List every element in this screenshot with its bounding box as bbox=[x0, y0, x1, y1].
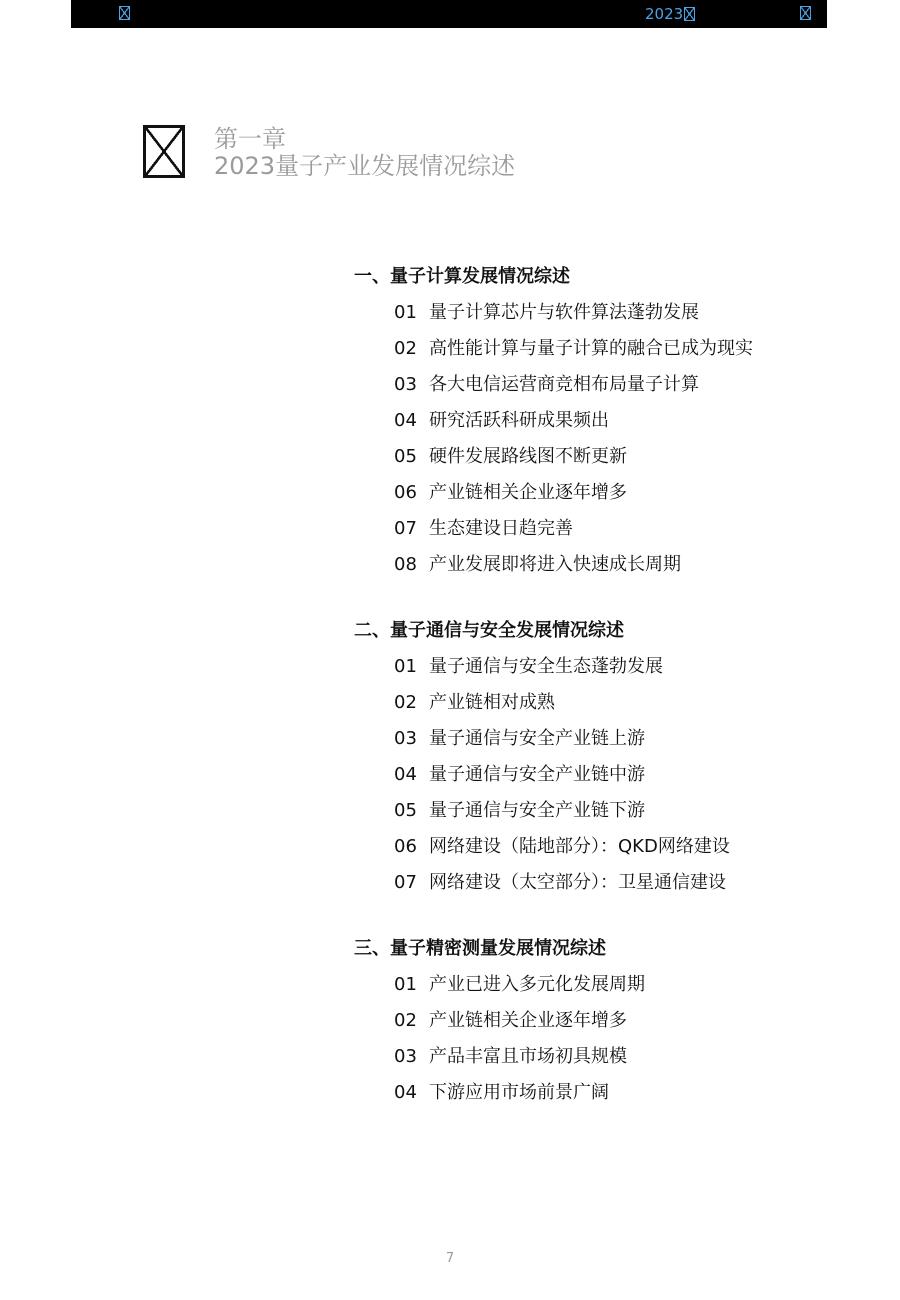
toc-item[interactable] bbox=[354, 868, 874, 898]
toc-item[interactable] bbox=[354, 514, 874, 544]
missing-glyph-icon bbox=[684, 7, 695, 21]
item-text: 生态建设日趋完善 bbox=[429, 518, 573, 539]
item-text: 下游应用市场前景广阔 bbox=[429, 1082, 609, 1103]
toc-item[interactable] bbox=[354, 298, 874, 328]
item-text: 量子通信与安全产业链上游 bbox=[429, 728, 645, 749]
chapter-missing-glyph-icon bbox=[143, 125, 185, 178]
item-text: 高性能计算与量子计算的融合已成为现实 bbox=[429, 338, 753, 359]
toc-item[interactable] bbox=[354, 1042, 874, 1072]
item-text: 产业链相对成熟 bbox=[429, 692, 555, 713]
item-text: 产业发展即将进入快速成长周期 bbox=[429, 554, 681, 575]
item-text: 网络建设（陆地部分）：QKD网络建设 bbox=[429, 836, 730, 857]
header-year-group bbox=[645, 4, 695, 24]
toc-item[interactable] bbox=[354, 478, 874, 508]
missing-glyph-icon bbox=[800, 6, 811, 20]
toc-item[interactable] bbox=[354, 724, 874, 754]
toc-item[interactable] bbox=[354, 652, 874, 682]
item-text: 各大电信运营商竞相布局量子计算 bbox=[429, 374, 699, 395]
chapter-title: 2023量子产业发展情况综述 bbox=[214, 152, 516, 180]
item-number: 02 bbox=[394, 1010, 417, 1031]
item-number: 05 bbox=[394, 446, 417, 467]
table-of-contents bbox=[354, 262, 874, 1144]
item-number: 07 bbox=[394, 872, 417, 893]
item-text: 产业链相关企业逐年增多 bbox=[429, 482, 627, 503]
toc-item[interactable] bbox=[354, 796, 874, 826]
toc-item[interactable] bbox=[354, 550, 874, 580]
section-heading: 二、量子通信与安全发展情况综述 bbox=[354, 620, 624, 641]
item-text: 产业链相关企业逐年增多 bbox=[429, 1010, 627, 1031]
item-text: 量子计算芯片与软件算法蓬勃发展 bbox=[429, 302, 699, 323]
toc-item[interactable] bbox=[354, 1078, 874, 1108]
section-heading: 三、量子精密测量发展情况综述 bbox=[354, 938, 606, 959]
toc-item[interactable] bbox=[354, 370, 874, 400]
item-number: 01 bbox=[394, 656, 417, 677]
item-text: 量子通信与安全产业链中游 bbox=[429, 764, 645, 785]
item-number: 04 bbox=[394, 764, 417, 785]
item-number: 03 bbox=[394, 374, 417, 395]
toc-item[interactable] bbox=[354, 442, 874, 472]
toc-item[interactable] bbox=[354, 1006, 874, 1036]
item-text: 量子通信与安全产业链下游 bbox=[429, 800, 645, 821]
toc-item[interactable] bbox=[354, 406, 874, 436]
item-text: 产业已进入多元化发展周期 bbox=[429, 974, 645, 995]
item-number: 02 bbox=[394, 692, 417, 713]
item-number: 03 bbox=[394, 728, 417, 749]
item-number: 01 bbox=[394, 302, 417, 323]
item-text: 量子通信与安全生态蓬勃发展 bbox=[429, 656, 663, 677]
item-number: 06 bbox=[394, 836, 417, 857]
item-number: 03 bbox=[394, 1046, 417, 1067]
toc-item[interactable] bbox=[354, 760, 874, 790]
header-year: 2023 bbox=[645, 5, 684, 23]
header-bar bbox=[71, 0, 827, 28]
item-number: 04 bbox=[394, 410, 417, 431]
toc-section-quantum-communication bbox=[354, 616, 874, 898]
item-number: 07 bbox=[394, 518, 417, 539]
toc-item[interactable] bbox=[354, 970, 874, 1000]
page-number: 7 bbox=[445, 1251, 455, 1266]
item-number: 08 bbox=[394, 554, 417, 575]
item-text: 产品丰富且市场初具规模 bbox=[429, 1046, 627, 1067]
section-heading: 一、量子计算发展情况综述 bbox=[354, 266, 570, 287]
item-text: 网络建设（太空部分）：卫星通信建设 bbox=[429, 872, 726, 893]
toc-item[interactable] bbox=[354, 832, 874, 862]
chapter-label: 第一章 bbox=[214, 125, 286, 153]
toc-section-quantum-metrology bbox=[354, 934, 874, 1108]
toc-item[interactable] bbox=[354, 688, 874, 718]
item-text: 硬件发展路线图不断更新 bbox=[429, 446, 627, 467]
missing-glyph-icon bbox=[119, 6, 130, 20]
item-text: 研究活跃科研成果频出 bbox=[429, 410, 609, 431]
item-number: 04 bbox=[394, 1082, 417, 1103]
item-number: 01 bbox=[394, 974, 417, 995]
toc-section-quantum-computing bbox=[354, 262, 874, 580]
item-number: 06 bbox=[394, 482, 417, 503]
item-number: 02 bbox=[394, 338, 417, 359]
toc-item[interactable] bbox=[354, 334, 874, 364]
item-number: 05 bbox=[394, 800, 417, 821]
